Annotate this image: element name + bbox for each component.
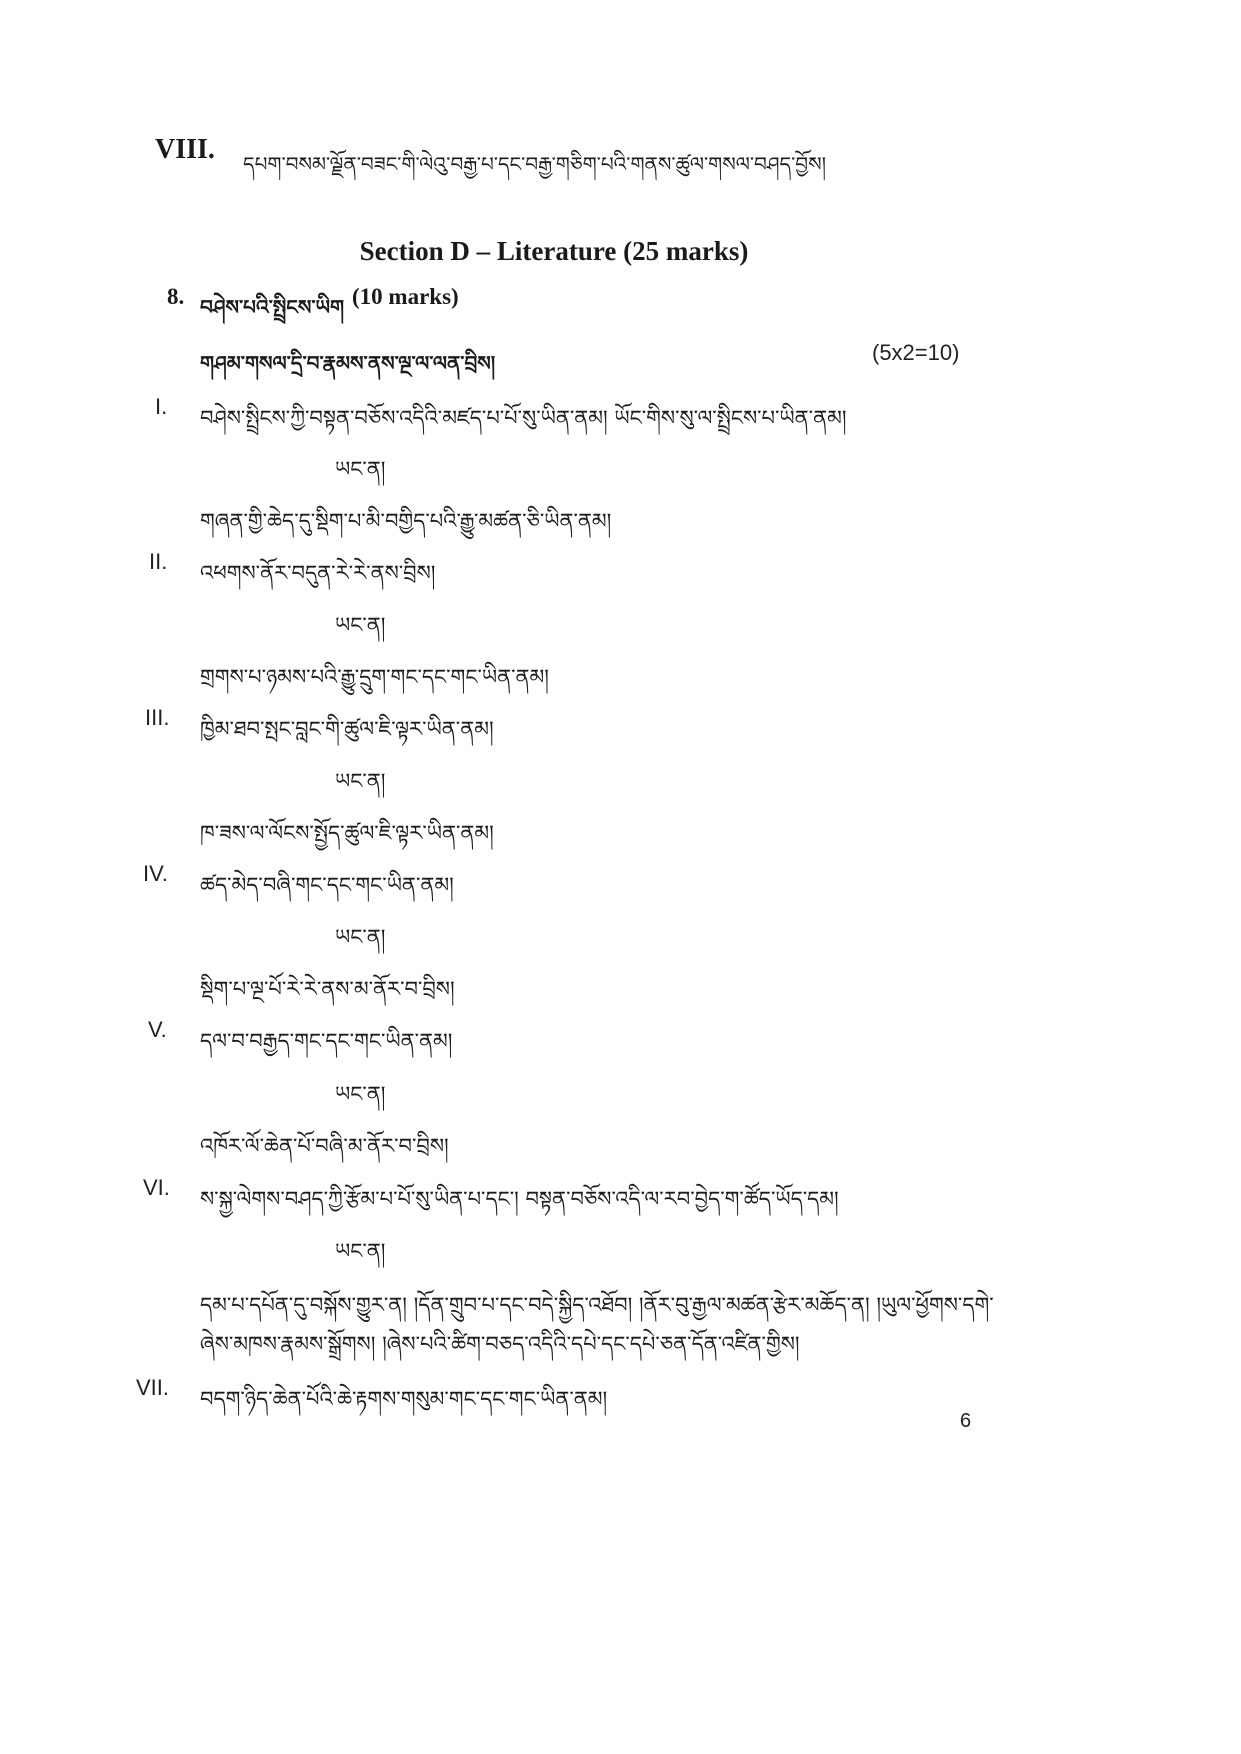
item-question: དལ་བ་བརྒྱད་གང་དང་གང་ཡིན་ནམ།: [200, 1029, 453, 1053]
or-label: ཡང་ན།: [335, 769, 386, 793]
question-number: 8.: [167, 284, 185, 309]
item-numeral: IV.: [143, 861, 168, 886]
page-number: 6: [960, 1410, 972, 1432]
item-question: ཁྱིམ་ཐབ་སྤང་བླང་གི་ཚུལ་ཇི་ལྟར་ཡིན་ནམ།: [200, 717, 494, 741]
or-label: ཡང་ན།: [335, 925, 386, 949]
question-label: བཤེས་པའི་སྤྲིངས་ཡིག: [200, 295, 345, 319]
question-instruction: གཤམ་གསལ་དྲི་བ་རྣམས་ནས་ལྔ་ལ་ལན་བྲིས།: [200, 351, 496, 375]
item-question: བདག་ཉིད་ཆེན་པོའི་ཆེ་རྟགས་གསུམ་གང་དང་གང་ཡིན་ནམ།: [200, 1387, 608, 1411]
or-label: ཡང་ན།: [335, 613, 386, 637]
item-numeral: III.: [145, 705, 170, 730]
item-alternative: འཁོར་ལོ་ཆེན་པོ་བཞི་མ་ནོར་བ་བྲིས།: [200, 1134, 449, 1158]
question-marks: (10 marks): [352, 284, 459, 309]
item-alternative: དམ་པ་དཔོན་དུ་བསྐོས་གྱུར་ན། །དོན་གྲུབ་པ་དང་བདེ་སྐྱིད་འཐོབ། །ནོར་བུ་རྒྱལ་མཚན་རྩེར་མཆོད་ན། །ཡུལ་ཕྱོགས་དགེ་: [200, 1293, 994, 1317]
item-numeral: VII.: [136, 1375, 170, 1400]
item-alternative: གྲགས་པ་ཉམས་པའི་རྒྱུ་དྲུག་གང་དང་གང་ཡིན་ནམ།: [200, 665, 549, 689]
section-title: Section D – Literature (25 marks): [359, 236, 749, 266]
item-numeral: V.: [148, 1017, 167, 1042]
item-numeral: VI.: [143, 1175, 170, 1200]
item-question: འཕགས་ནོར་བདུན་རེ་རེ་ནས་བྲིས།: [200, 561, 436, 585]
or-label: ཡང་ན།: [335, 1082, 386, 1106]
item-question: ཚད་མེད་བཞི་གང་དང་གང་ཡིན་ནམ།: [200, 873, 454, 897]
item-numeral: II.: [149, 549, 168, 574]
item-alternative-cont: ཞེས་མཁས་རྣམས་སྒྲོགས། །ཞེས་པའི་ཚིག་བཅད་འདིའི་དཔེ་དང་དཔེ་ཅན་དོན་འཛིན་གྱིས།: [200, 1332, 800, 1356]
item-alternative: ཁ་ཟས་ལ་ལོངས་སྤྱོད་ཚུལ་ཇི་ལྟར་ཡིན་ནམ།: [200, 821, 494, 845]
item-alternative: སྡིག་པ་ལྔ་པོ་རེ་རེ་ནས་མ་ནོར་བ་བྲིས།: [200, 977, 455, 1001]
item-question: བཤེས་སྤྲིངས་ཀྱི་བསྟན་བཅོས་འདིའི་མཛད་པ་པོ་སུ་ཡིན་ནམ། ཡོང་གིས་སུ་ལ་སྤྲིངས་པ་ཡིན་ནམ།: [200, 406, 847, 430]
or-label: ཡང་ན།: [335, 1239, 386, 1263]
question-numeral-viii: VIII.: [155, 134, 215, 165]
item-numeral: I.: [155, 394, 168, 419]
question-viii-text: དཔག་བསམ་ལྗོན་བཟང་གི་ལེའུ་བརྒྱ་པ་དང་བརྒྱ་གཅིག་པའི་གནས་ཚུལ་གསལ་བཤད་བྱོས།: [243, 152, 827, 176]
marks-scheme: (5x2=10): [872, 340, 960, 365]
or-label: ཡང་ན།: [335, 457, 386, 481]
item-question: ས་སྐྱ་ལེགས་བཤད་ཀྱི་རྩོམ་པ་པོ་སུ་ཡིན་པ་དང་། བསྟན་བཅོས་འདི་ལ་རབ་བྱེད་ག་ཚོད་ཡོད་དམ།: [200, 1187, 839, 1211]
item-alternative: གཞན་གྱི་ཆེད་དུ་སྡིག་པ་མི་བགྱིད་པའི་རྒྱུ་མཚན་ཅི་ཡིན་ནམ།: [200, 509, 612, 533]
